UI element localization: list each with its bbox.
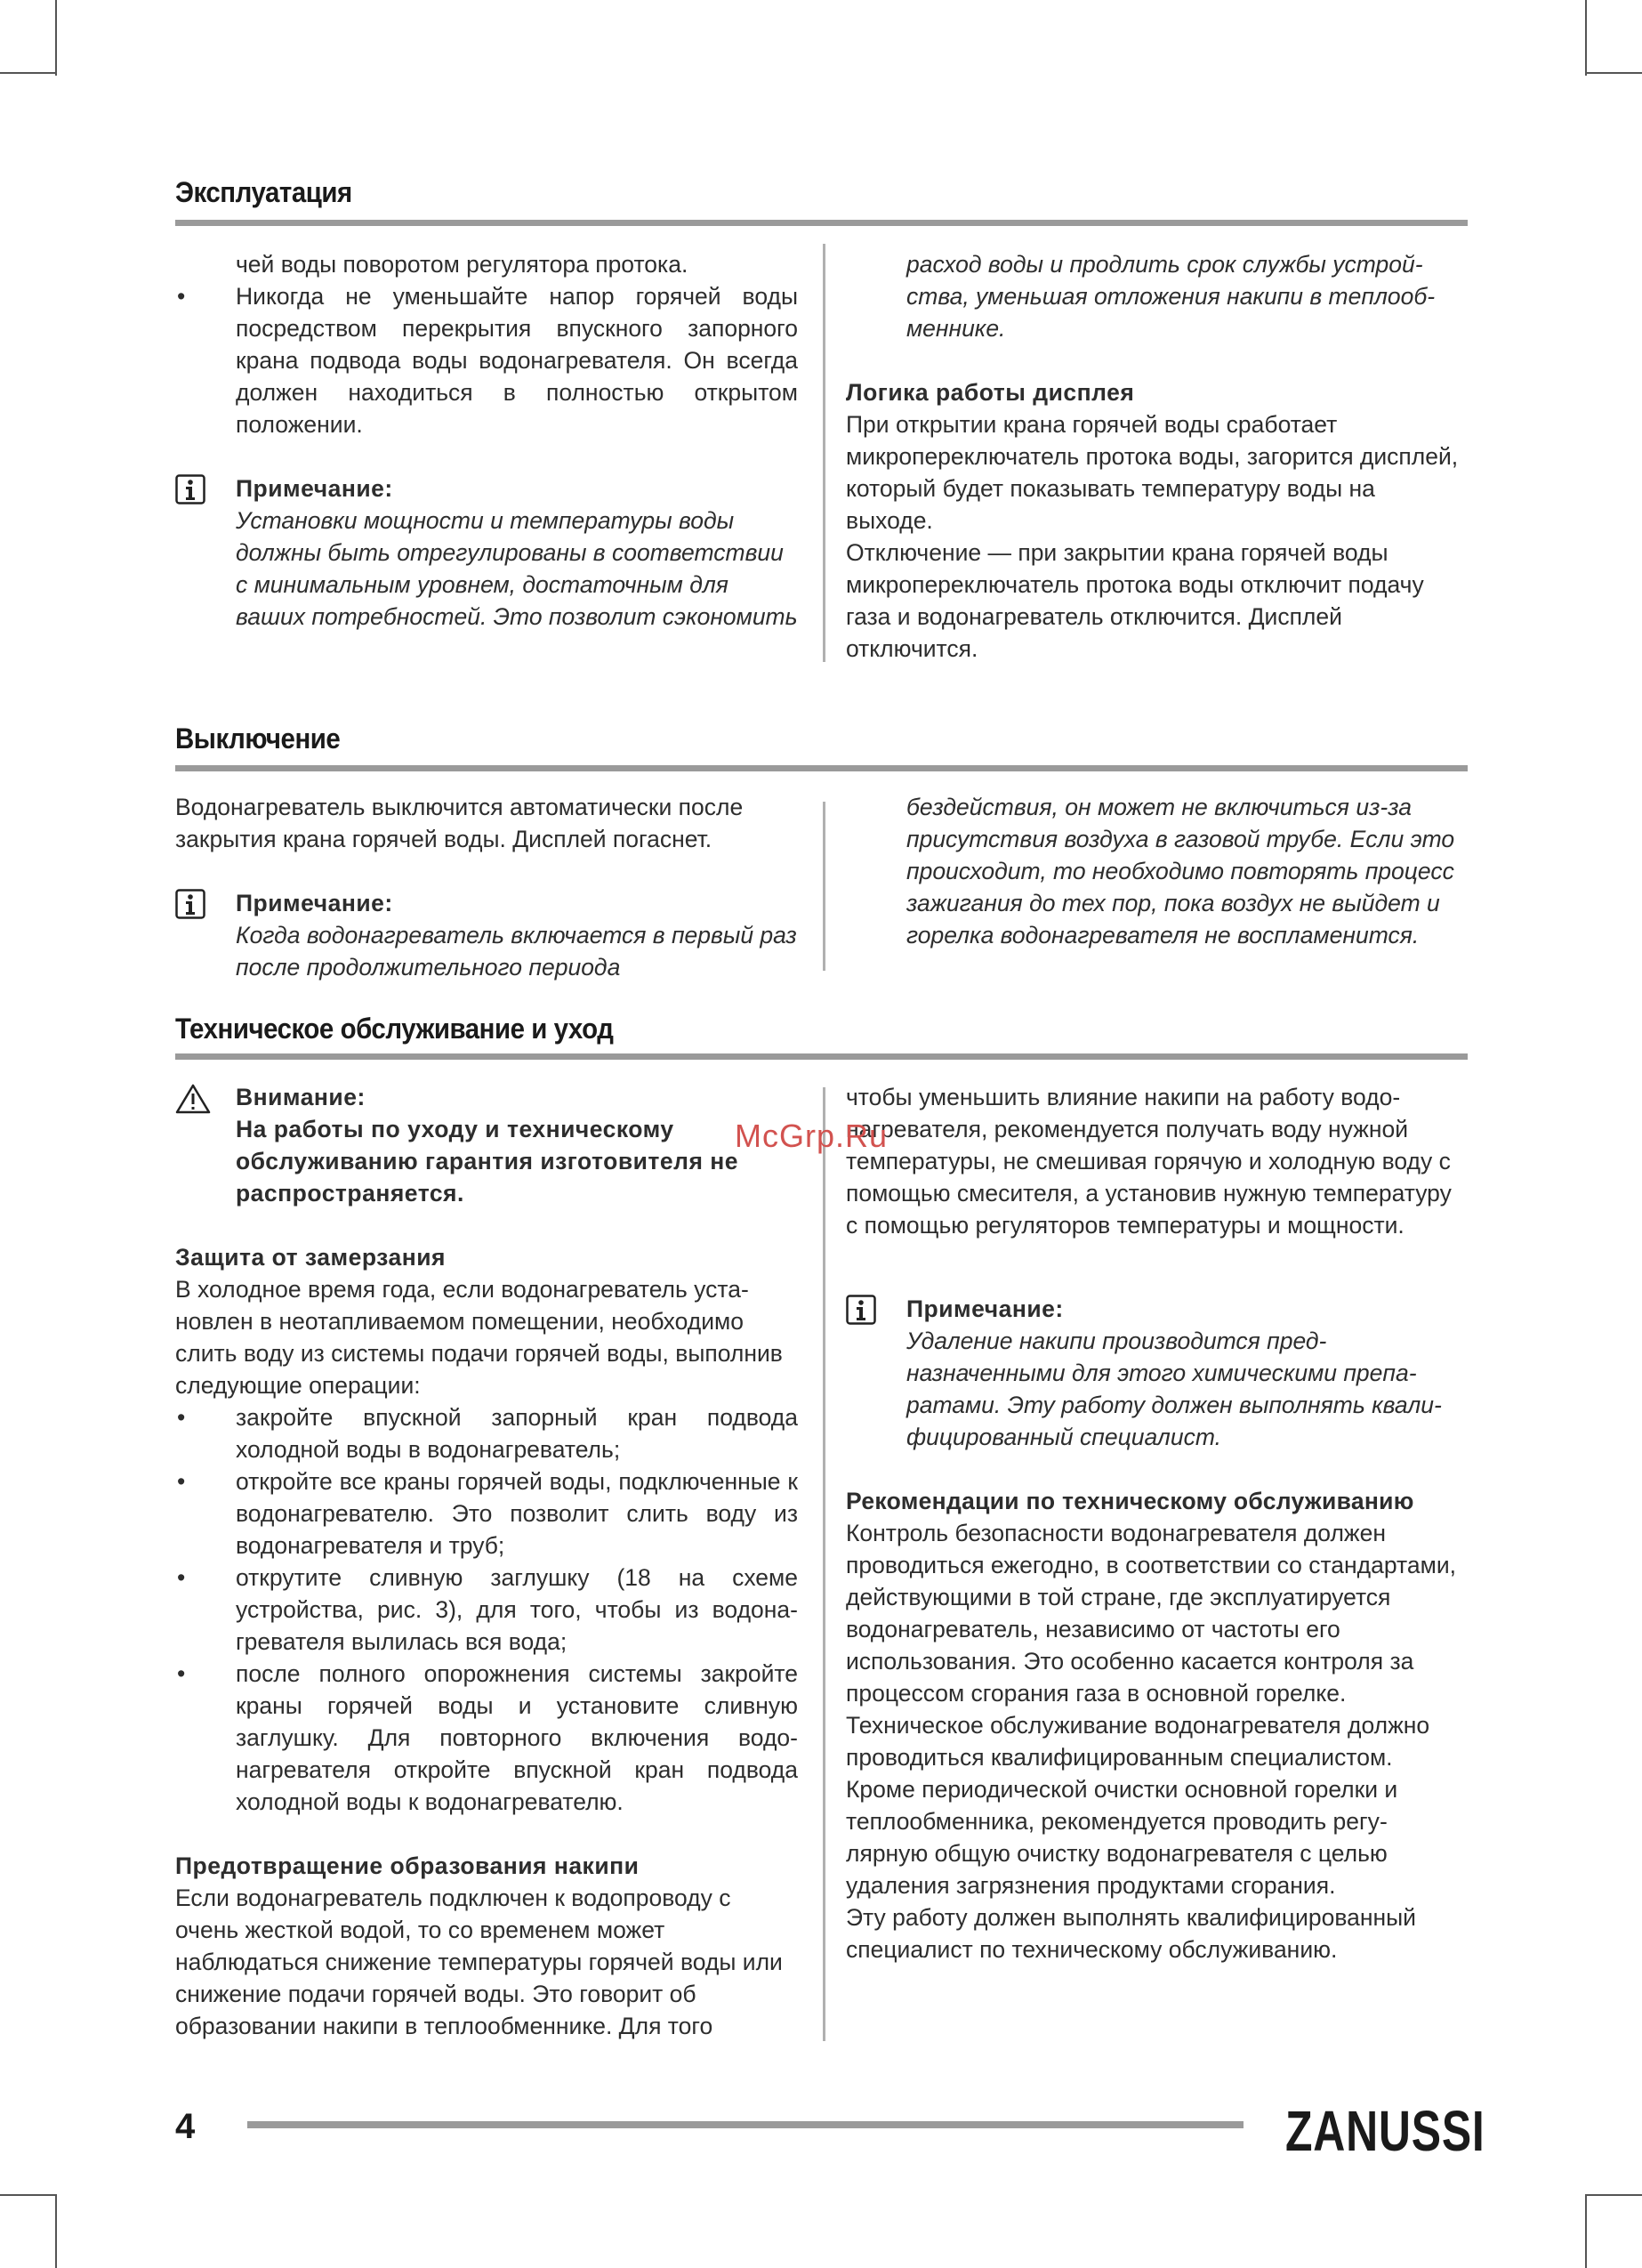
note-title: Примечание:	[236, 475, 393, 502]
exploitation-right-column	[846, 248, 1460, 665]
display-logic-heading: Логика работы дисплея	[846, 379, 1135, 406]
list-item-text: Никогда не уменьшайте напор горячей воды посредством перекрытия впускного запорного крана подвода воды водонагревателя. Он всегда должен находиться в полностью открытом положении.	[236, 283, 798, 438]
section-rule	[175, 765, 1468, 771]
crop-mark	[0, 2194, 57, 2196]
bullet-icon: •	[177, 1564, 186, 1591]
note-block	[175, 887, 798, 983]
display-logic-text-2: Отключение — при закрытии крана горячей воды микропереключатель протока воды отключит подачу газа и водонагреватель отключится. Дисплей отключится.	[846, 539, 1424, 662]
recommendations-text-3: Кроме периодической очистки основной горелки и теплообменника, рекомендуется проводить регулярную общую очистку водонагревателя с целью удаления загрязнения продуктами сгорания.	[846, 1776, 1398, 1899]
warning-title: Внимание:	[236, 1084, 366, 1110]
note-block	[846, 1293, 1460, 1453]
crop-mark	[0, 72, 57, 74]
shutdown-text: Водонагреватель выключится автоматически после закрытия крана горячей воды. Дисплей погаснет.	[175, 794, 744, 852]
bullet-icon: •	[177, 1660, 186, 1687]
note-title: Примечание:	[236, 890, 393, 916]
crop-mark	[1585, 2194, 1642, 2196]
section-title-exploitation: Эксплуатация	[175, 176, 352, 208]
scale-continued: чтобы уменьшить влияние накипи на работу водонагревателя, рекомендуется получать воду нужной температуры, не смешивая горячую и холодную воду с помощью смесителя, а установив нужную температуру с помощью регуляторов температуры и мощности.	[846, 1084, 1452, 1239]
frost-heading: Защита от замерзания	[175, 1244, 446, 1271]
warning-block	[175, 1081, 798, 1209]
recommendations-text-2: Техническое обслуживание водонагревателя должно проводиться квалифицированным специалистом.	[846, 1712, 1430, 1771]
list-item	[175, 280, 798, 440]
note-text: Установки мощности и температуры воды должны быть отрегулированы в соответствии с минимальным уровнем, достаточным для ваших потребностей. Это позволит сэкономить	[236, 507, 798, 630]
crop-mark	[55, 0, 57, 76]
continued-text: чей воды поворотом регулятора протока.	[236, 251, 688, 278]
list-item-text: закройте впускной запорный кран подвода холодной воды в водонагреватель;	[236, 1404, 798, 1463]
recommendations-heading: Рекомендации по техническому обслуживанию	[846, 1488, 1414, 1514]
column-divider	[823, 802, 825, 971]
note-continued: расход воды и продлить срок службы устройства, уменьшая отложения накипи в теплообменнике.	[906, 251, 1436, 342]
section-rule	[175, 220, 1468, 226]
list-item-text: откройте все краны горячей воды, подключенные к водонагревателю. Это позволит слить воду из водонагревателя и труб;	[236, 1468, 798, 1559]
recommendations-text: Контроль безопасности водонагревателя должен проводиться ежегодно, в соответствии со стандартами, действующими в той стране, где эксплуатируется водонагреватель, независимо от частоты его использования. Это особенно касается контроля за процессом сгорания газа в основной горелке.	[846, 1520, 1456, 1707]
bullet-icon: •	[177, 1404, 186, 1431]
note-title: Примечание:	[906, 1295, 1064, 1322]
list-item	[175, 1562, 798, 1658]
watermark: McGrp.Ru	[735, 1118, 889, 1154]
info-icon	[175, 889, 205, 927]
crop-mark	[1585, 2194, 1587, 2268]
bullet-icon: •	[177, 1468, 186, 1495]
shutdown-left-column	[175, 791, 798, 983]
exploitation-left-column	[175, 248, 798, 633]
list-item	[175, 1401, 798, 1465]
info-icon	[846, 1295, 876, 1333]
footer-rule	[247, 2121, 1244, 2128]
note-block	[175, 472, 798, 633]
section-title-shutdown: Выключение	[175, 722, 341, 755]
list-item	[175, 1465, 798, 1562]
note-text: Удаление накипи производится предназначенными для этого химическими препаратами. Эту работу должен выполнять квалифицированный специалист.	[906, 1328, 1442, 1450]
recommendations-text-4: Эту работу должен выполнять квалифицированный специалист по техническому обслуживанию.	[846, 1904, 1416, 1963]
maintenance-left-column	[175, 1081, 798, 2042]
crop-mark	[55, 2194, 57, 2268]
note-continued: бездействия, он может не включиться из-за присутствия воздуха в газовой трубе. Если это происходит, то необходимо повторять процесс зажигания до тех пор, пока воздух не выйдет и горелка водонагревателя не воспламенится.	[906, 794, 1455, 948]
display-logic-text: При открытии крана горячей воды сработает микропереключатель протока воды, загорится дисплей, который будет показывать температуру воды на выходе.	[846, 411, 1459, 534]
bullet-icon: •	[177, 283, 186, 310]
warning-text: На работы по уходу и техническому обслуживанию гарантия изготовителя не распространяется.	[236, 1116, 739, 1207]
crop-mark	[1585, 0, 1587, 76]
crop-mark	[1585, 72, 1642, 74]
info-icon	[175, 474, 205, 513]
section-title-maintenance: Техническое обслуживание и уход	[175, 1013, 614, 1045]
list-item-text: после полного опорожнения системы закройте краны горячей воды и установите сливную заглушку. Для повторного включения водонагревателя откройте впускной кран подвода холодной воды к водонагревателю.	[236, 1660, 798, 1815]
note-text: Когда водонагреватель включается в первый раз после продолжительного периода	[236, 922, 797, 981]
brand-logo: ZANUSSI	[1285, 2099, 1485, 2163]
column-divider	[823, 1087, 825, 2041]
column-divider	[823, 244, 825, 662]
list-item	[175, 1658, 798, 1818]
frost-text: В холодное время года, если водонагреватель установлен в неотапливаемом помещении, необходимо слить воду из системы подачи горячей воды, выполнив следующие операции:	[175, 1276, 783, 1399]
section-rule	[175, 1053, 1468, 1060]
list-item-text: открутите сливную заглушку (18 на схеме устройства, рис. 3), для того, чтобы из водонагревателя вылилась вся вода;	[236, 1564, 798, 1655]
maintenance-right-column	[846, 1081, 1460, 1965]
page-number: 4	[175, 2107, 196, 2146]
scale-heading: Предотвращение образования накипи	[175, 1852, 640, 1879]
scale-text: Если водонагреватель подключен к водопроводу с очень жесткой водой, то со временем может наблюдаться снижение температуры горячей воды или снижение подачи горячей воды. Это говорит об образовании накипи в теплообменнике. Для того	[175, 1885, 783, 2039]
shutdown-right-column	[846, 791, 1460, 951]
warning-icon	[175, 1083, 211, 1123]
